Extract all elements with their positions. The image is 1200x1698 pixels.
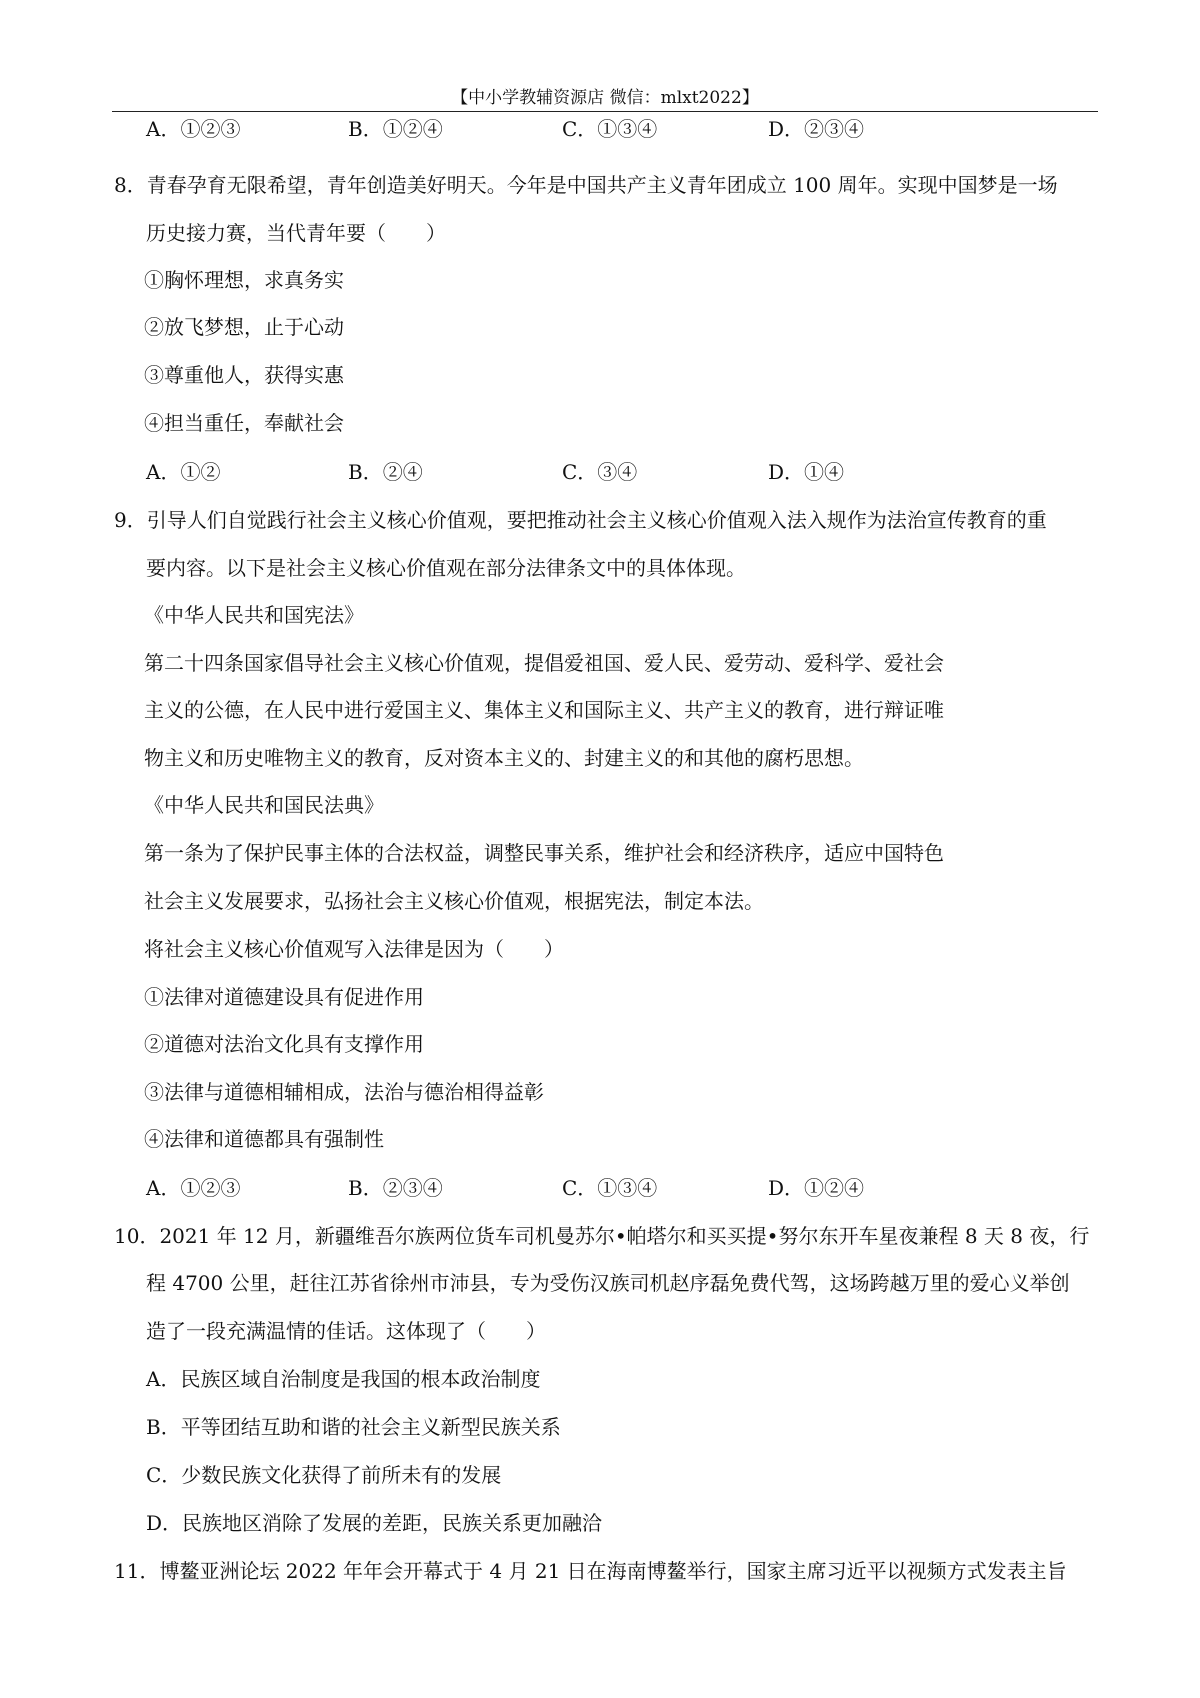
q9-option-a: A．①②③ (146, 1176, 241, 1200)
q8-option-d: D．①④ (768, 460, 845, 484)
q8-stem-line-2: 历史接力赛，当代青年要（ ） (146, 221, 446, 245)
q9-law1-line-1: 第二十四条国家倡导社会主义核心价值观，提倡爱祖国、爱人民、爱劳动、爱科学、爱社会 (144, 651, 944, 675)
q8-option-b: B．②④ (348, 460, 423, 484)
q10-option-a: A．民族区域自治制度是我国的根本政治制度 (146, 1367, 541, 1391)
q10-option-c: C．少数民族文化获得了前所未有的发展 (146, 1463, 502, 1487)
q10-option-d: D．民族地区消除了发展的差距，民族关系更加融洽 (146, 1511, 603, 1535)
q8-option-a: A．①② (146, 460, 221, 484)
q9-item-1: ①法律对道德建设具有促进作用 (144, 985, 424, 1009)
q11-stem-line-1: 11．博鳌亚洲论坛 2022 年年会开幕式于 4 月 21 日在海南博鳌举行，国家主席习近平以视频方式发表主旨 (114, 1559, 1067, 1583)
q9-item-2: ②道德对法治文化具有支撑作用 (144, 1032, 424, 1056)
q9-item-3: ③法律与道德相辅相成，法治与德治相得益彰 (144, 1080, 544, 1104)
q9-question: 将社会主义核心价值观写入法律是因为（ ） (144, 937, 564, 961)
q9-law2-title: 《中华人民共和国民法典》 (144, 793, 384, 817)
q7-option-a: A．①②③ (146, 117, 241, 141)
q9-law1-line-2: 主义的公德，在人民中进行爱国主义、集体主义和国际主义、共产主义的教育，进行辩证唯 (144, 698, 944, 722)
q9-stem-line-2: 要内容。以下是社会主义核心价值观在部分法律条文中的具体体现。 (146, 556, 746, 580)
q9-stem-line-1: 9．引导人们自觉践行社会主义核心价值观，要把推动社会主义核心价值观入法入规作为法治宣传教育的重 (114, 508, 1047, 532)
q8-item-1: ①胸怀理想，求真务实 (144, 268, 344, 292)
q9-option-d: D．①②④ (768, 1176, 865, 1200)
q8-item-2: ②放飞梦想，止于心动 (144, 315, 344, 339)
q9-law1-line-3: 物主义和历史唯物主义的教育，反对资本主义的、封建主义的和其他的腐朽思想。 (144, 746, 864, 770)
q9-item-4: ④法律和道德都具有强制性 (144, 1127, 384, 1151)
q7-option-c: C．①③④ (562, 117, 658, 141)
q7-option-d: D．②③④ (768, 117, 865, 141)
q8-stem-line-1: 8．青春孕育无限希望，青年创造美好明天。今年是中国共产主义青年团成立 100 周年。实现中国梦是一场 (114, 173, 1058, 197)
q9-law1-title: 《中华人民共和国宪法》 (144, 603, 364, 627)
q10-stem-line-1: 10．2021 年 12 月，新疆维吾尔族两位货车司机曼苏尔•帕塔尔和买买提•努尔东开车星夜兼程 8 天 8 夜，行 (114, 1224, 1090, 1248)
q8-item-4: ④担当重任，奉献社会 (144, 411, 344, 435)
page-header: 【中小学教辅资源店 微信：mlxt2022】 (451, 88, 759, 108)
q9-option-c: C．①③④ (562, 1176, 658, 1200)
q10-option-b: B．平等团结互助和谐的社会主义新型民族关系 (146, 1415, 561, 1439)
q9-law2-line-2: 社会主义发展要求，弘扬社会主义核心价值观，根据宪法，制定本法。 (144, 889, 764, 913)
q8-option-c: C．③④ (562, 460, 638, 484)
q10-stem-line-3: 造了一段充满温情的佳话。这体现了（ ） (146, 1319, 546, 1343)
q7-option-b: B．①②④ (348, 117, 443, 141)
q9-option-b: B．②③④ (348, 1176, 443, 1200)
q10-stem-line-2: 程 4700 公里，赶往江苏省徐州市沛县，专为受伤汉族司机赵序磊免费代驾，这场跨越万里的爱心义举创 (146, 1271, 1070, 1295)
q8-item-3: ③尊重他人，获得实惠 (144, 363, 344, 387)
header-divider (112, 111, 1098, 112)
q9-law2-line-1: 第一条为了保护民事主体的合法权益，调整民事关系，维护社会和经济秩序，适应中国特色 (144, 841, 944, 865)
